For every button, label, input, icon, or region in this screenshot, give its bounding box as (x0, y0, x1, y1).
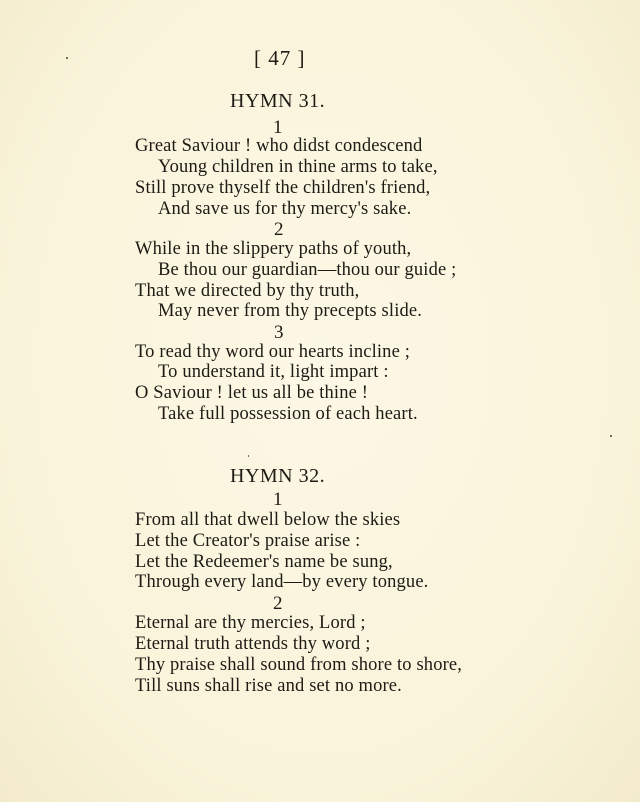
stanza-number: 1 (273, 117, 283, 138)
page-number: [ 47 ] (254, 46, 306, 70)
paper-speck (248, 455, 249, 457)
verse-line: Still prove thyself the children's friend, (135, 178, 431, 198)
verse-line: Let the Creator's praise arise : (135, 531, 361, 551)
verse-line: And save us for thy mercy's sake. (158, 199, 412, 219)
verse-line: Thy praise shall sound from shore to shore, (135, 655, 463, 675)
hymn-title: HYMN 31. (230, 90, 326, 112)
verse-line: Be thou our guardian—thou our guide ; (158, 260, 457, 280)
verse-line: Young children in thine arms to take, (158, 157, 438, 177)
verse-line: From all that dwell below the skies (135, 510, 401, 530)
verse-line: Eternal truth attends thy word ; (135, 634, 371, 654)
verse-line: Till suns shall rise and set no more. (135, 676, 402, 696)
verse-line: Great Saviour ! who didst condescend (135, 136, 423, 156)
verse-line: To read thy word our hearts incline ; (135, 342, 410, 362)
verse-line: While in the slippery paths of youth, (135, 239, 412, 259)
verse-line: Take full possession of each heart. (158, 404, 418, 424)
verse-line: To understand it, light impart : (158, 362, 389, 382)
verse-line: May never from thy precepts slide. (158, 301, 423, 321)
paper-speck (66, 57, 68, 59)
paper-speck (610, 435, 612, 437)
verse-line: Let the Redeemer's name be sung, (135, 552, 393, 572)
hymn-title: HYMN 32. (230, 465, 326, 487)
stanza-number: 2 (274, 219, 284, 240)
verse-line: Eternal are thy mercies, Lord ; (135, 613, 366, 633)
stanza-number: 2 (273, 593, 283, 614)
verse-line: That we directed by thy truth, (135, 281, 360, 301)
verse-line: Through every land—by every tongue. (135, 572, 429, 592)
stanza-number: 1 (273, 489, 283, 510)
stanza-number: 3 (274, 322, 284, 343)
verse-line: O Saviour ! let us all be thine ! (135, 383, 369, 403)
